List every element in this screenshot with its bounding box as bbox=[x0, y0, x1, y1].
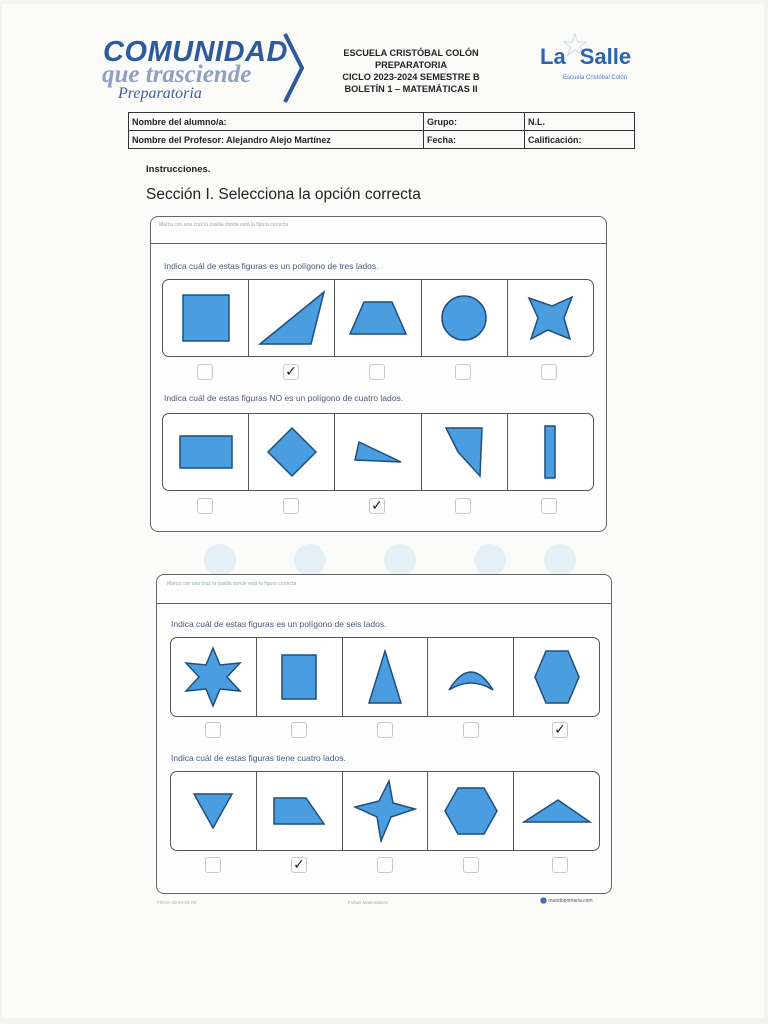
checkbox[interactable] bbox=[291, 722, 307, 738]
checkbox[interactable] bbox=[463, 722, 479, 738]
school-line: PREPARATORIA bbox=[375, 60, 447, 70]
rhombus-icon bbox=[266, 426, 318, 478]
question-3-text: Indica cuál de estas figuras es un polígono de seis lados. bbox=[171, 619, 387, 629]
six-point-star-icon bbox=[182, 646, 244, 708]
shape-cell bbox=[508, 280, 593, 356]
exercise-card-1 bbox=[150, 216, 607, 532]
lasalle-logo bbox=[540, 44, 631, 70]
lasalle-salle: Salle bbox=[579, 44, 632, 69]
school-header bbox=[342, 47, 480, 95]
checkbox-checked[interactable]: ✓ bbox=[552, 722, 568, 738]
shape-cell bbox=[249, 280, 335, 356]
shape-cell bbox=[422, 280, 508, 356]
shape-cell bbox=[335, 414, 421, 490]
shape-cell bbox=[171, 638, 257, 716]
shape-cell bbox=[508, 414, 593, 490]
shape-cell bbox=[249, 414, 335, 490]
triangle-icon bbox=[353, 440, 403, 464]
trapezoid-icon bbox=[348, 300, 408, 336]
checkbox[interactable] bbox=[541, 498, 557, 514]
globe-icon bbox=[540, 897, 547, 904]
checkbox[interactable] bbox=[552, 857, 568, 873]
question-1-text: Indica cuál de estas figuras es un polígono de tres lados. bbox=[164, 261, 379, 271]
question-4-text: Indica cuál de estas figuras tiene cuatro lados. bbox=[171, 753, 346, 763]
group-field[interactable]: Grupo: bbox=[424, 113, 525, 131]
shape-cell bbox=[171, 772, 257, 850]
checkbox-checked[interactable]: ✓ bbox=[369, 498, 385, 514]
logo-preparatoria: Preparatoria bbox=[118, 85, 202, 102]
checkbox[interactable] bbox=[205, 722, 221, 738]
hexagon-icon bbox=[443, 786, 499, 836]
inverted-triangle-icon bbox=[192, 792, 234, 830]
school-line: ESCUELA CRISTÓBAL COLÓN bbox=[343, 48, 479, 58]
checkbox[interactable] bbox=[455, 498, 471, 514]
footer-code: FICHA 00-04-03-09 bbox=[157, 900, 197, 905]
checkbox[interactable] bbox=[377, 722, 393, 738]
trapezoid-icon bbox=[272, 796, 326, 826]
wide-triangle-icon bbox=[522, 798, 592, 824]
checkbox[interactable] bbox=[369, 364, 385, 380]
rectangle-icon bbox=[178, 434, 234, 470]
checkbox[interactable] bbox=[377, 857, 393, 873]
irregular-quadrilateral-icon bbox=[444, 426, 484, 478]
shape-cell bbox=[257, 772, 343, 850]
question-1-shapes bbox=[162, 279, 594, 357]
grade-field[interactable]: Calificación: bbox=[525, 131, 635, 149]
shape-cell bbox=[257, 638, 343, 716]
checkbox[interactable] bbox=[197, 498, 213, 514]
school-line: BOLETÍN 1 – MATEMÁTICAS II bbox=[344, 84, 478, 94]
footer-brand-text: mundoprimaria.com bbox=[548, 897, 593, 904]
crescent-icon bbox=[446, 662, 496, 692]
shape-cell bbox=[343, 772, 429, 850]
student-name-field[interactable]: Nombre del alumno/a: bbox=[129, 113, 424, 131]
card-instruction: Marca con una cruz la casilla donde está la figura correcta bbox=[167, 581, 297, 587]
checkbox[interactable] bbox=[455, 364, 471, 380]
concave-star-icon bbox=[526, 294, 574, 342]
card-instruction: Marca con una cruz la casilla donde está la figura correcta bbox=[159, 222, 289, 228]
checkbox[interactable] bbox=[283, 498, 299, 514]
section-title: Sección I. Selecciona la opción correcta bbox=[146, 186, 421, 203]
circle-icon bbox=[440, 294, 488, 342]
tall-rectangle-icon bbox=[543, 424, 557, 480]
shape-cell bbox=[514, 772, 599, 850]
footer-brand bbox=[540, 897, 593, 904]
checkbox-checked[interactable]: ✓ bbox=[283, 364, 299, 380]
checkbox-checked[interactable]: ✓ bbox=[291, 857, 307, 873]
shape-cell bbox=[163, 414, 249, 490]
student-info-table bbox=[128, 112, 635, 149]
shape-cell bbox=[335, 280, 421, 356]
square-icon bbox=[181, 293, 231, 343]
shape-cell bbox=[163, 280, 249, 356]
hexagon-icon bbox=[533, 649, 581, 705]
question-4-shapes bbox=[170, 771, 600, 851]
instructions-heading: Instrucciones. bbox=[146, 164, 211, 175]
question-2-shapes bbox=[162, 413, 594, 491]
footer-title: Fichas Matemáticas bbox=[348, 900, 389, 905]
date-field[interactable]: Fecha: bbox=[424, 131, 525, 149]
checkbox[interactable] bbox=[197, 364, 213, 380]
exercise-card-2 bbox=[156, 574, 612, 894]
nl-field[interactable]: N.L. bbox=[525, 113, 635, 131]
shape-cell bbox=[428, 638, 514, 716]
isosceles-triangle-icon bbox=[367, 649, 403, 705]
checkbox[interactable] bbox=[541, 364, 557, 380]
teacher-name-cell: Nombre del Profesor: Alejandro Alejo Martínez bbox=[129, 131, 424, 149]
logo-chevron-icon bbox=[282, 32, 306, 104]
logo-title: COMUNIDAD bbox=[103, 36, 288, 68]
right-triangle-icon bbox=[257, 290, 327, 346]
question-3-shapes bbox=[170, 637, 600, 717]
rectangle-icon bbox=[280, 653, 318, 701]
shape-cell bbox=[428, 772, 514, 850]
school-line: CICLO 2023-2024 SEMESTRE B bbox=[342, 72, 480, 82]
question-2-text: Indica cuál de estas figuras NO es un polígono de cuatro lados. bbox=[164, 393, 404, 403]
shape-cell bbox=[422, 414, 508, 490]
shape-cell bbox=[514, 638, 599, 716]
logo-subtitle: que trasciende bbox=[102, 61, 252, 88]
lasalle-la: La bbox=[540, 44, 566, 69]
lasalle-subtitle: Escuela Cristóbal Colón bbox=[562, 75, 628, 81]
four-point-star-icon bbox=[353, 779, 417, 843]
checkbox[interactable] bbox=[463, 857, 479, 873]
checkbox[interactable] bbox=[205, 857, 221, 873]
shape-cell bbox=[343, 638, 429, 716]
